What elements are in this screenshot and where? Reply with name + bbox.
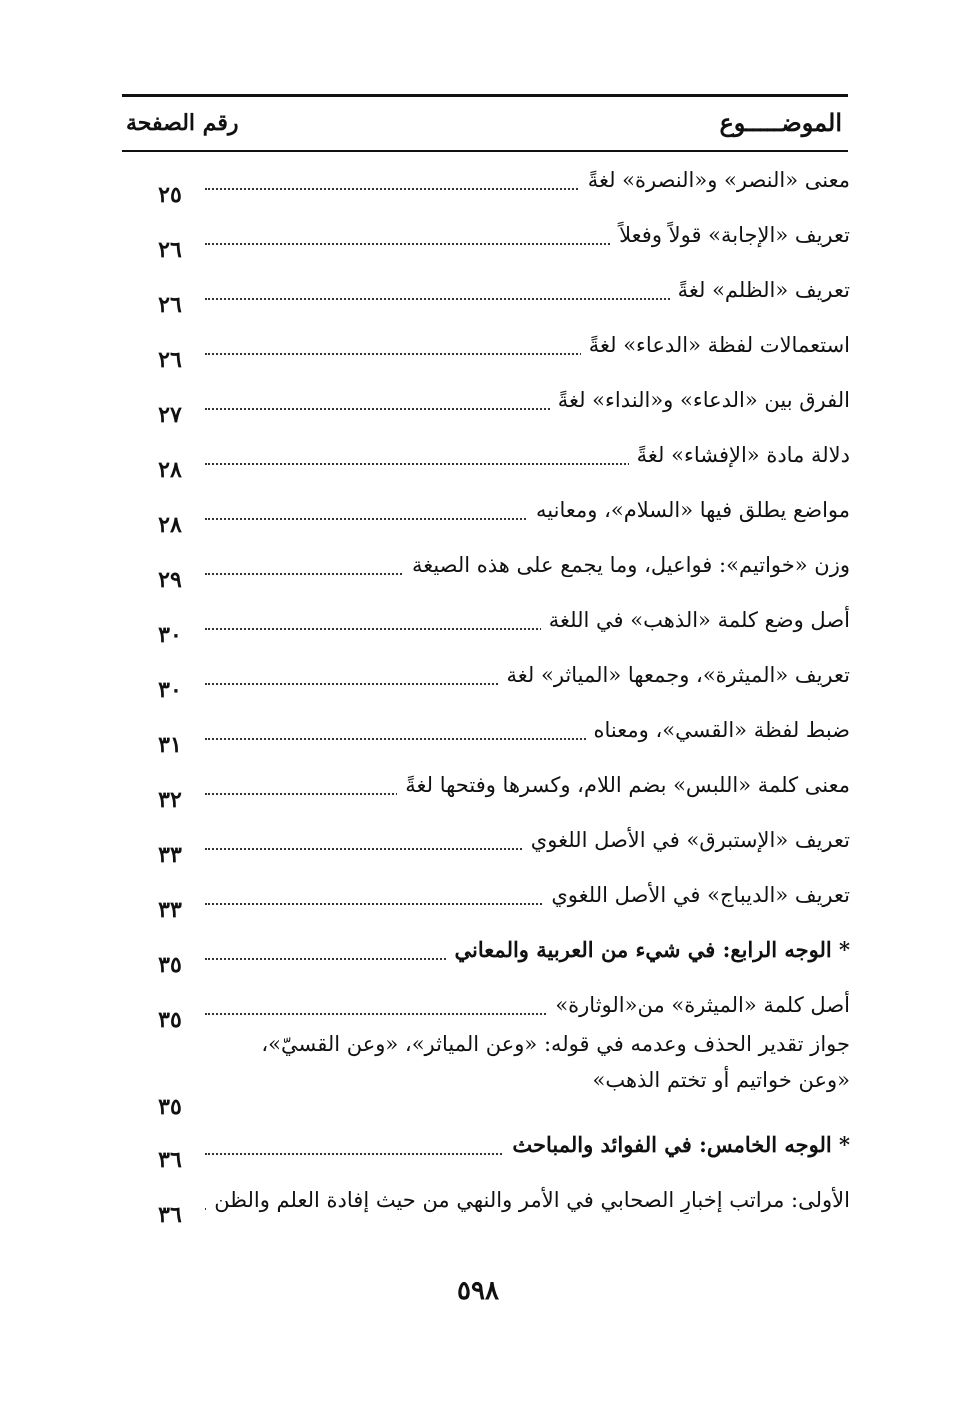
toc-entry — [130, 824, 850, 868]
toc-entry-title — [205, 551, 850, 579]
toc-entry-title — [205, 1026, 850, 1098]
toc-entry-page: ٣٥ — [158, 952, 182, 978]
toc-entry-text: استعمالات لفظة «الدعاء» لغةً — [581, 333, 850, 357]
toc-entry-text: دلالة مادة «الإفشاء» لغةً — [629, 443, 850, 467]
toc-entry-title — [205, 661, 850, 689]
toc-entry — [130, 329, 850, 373]
toc-entry-title — [205, 166, 850, 194]
toc-entry-page: ٣٦ — [158, 1202, 182, 1228]
toc-entry-text: ضبط لفظة «القسي»، ومعناه — [586, 718, 850, 742]
toc-entry-title — [205, 1131, 850, 1159]
toc-entry-page: ٢٧ — [158, 402, 182, 428]
toc-entry — [130, 769, 850, 813]
toc-entry — [130, 384, 850, 428]
top-rule — [122, 94, 848, 97]
topic-column-header: الموضـــــوع — [719, 108, 842, 137]
toc-entry-text: تعريف «الميثرة»، وجمعها «المياثر» لغة — [499, 663, 850, 687]
toc-entry-text: تعريف «الإستبرق» في الأصل اللغوي — [523, 828, 850, 852]
toc-entry-page: ٢٨ — [158, 457, 182, 483]
toc-entry-title — [205, 331, 850, 359]
toc-entry-text: مواضع يطلق فيها «السلام»، ومعانيه — [528, 498, 850, 522]
page-column-header: رقم الصفحة — [126, 110, 239, 136]
toc-entry-page: ٣٠ — [158, 677, 182, 703]
toc-entry-text: الأولى: مراتب إخبارِ الصحابي في الأمر والنهي من حيث إفادة العلم والظن — [206, 1188, 850, 1212]
toc-entry-page: ٣٢ — [158, 787, 182, 813]
toc-entry-title — [205, 221, 850, 249]
toc-entry — [130, 164, 850, 208]
toc-entry-text: الفرق بين «الدعاء» و«النداء» لغةً — [550, 388, 850, 412]
toc-entry — [130, 1129, 850, 1173]
toc-entry-page: ٢٥ — [158, 182, 182, 208]
toc-entry-title — [205, 386, 850, 414]
toc-entry-title — [205, 881, 850, 909]
toc-entry-page: ٣٥ — [158, 1094, 182, 1120]
toc-entry-title — [205, 826, 850, 854]
toc-entry-text: أصل وضع كلمة «الذهب» في اللغة — [541, 608, 850, 632]
toc-entry — [130, 989, 850, 1033]
toc-entry-page: ٣٦ — [158, 1147, 182, 1173]
toc-entry-text: معنى كلمة «اللبس» بضم اللام، وكسرها وفتحها لغةً — [397, 773, 850, 797]
toc-entry-page: ٣١ — [158, 732, 182, 758]
toc-entry — [130, 1184, 850, 1228]
toc-entry-page: ٢٩ — [158, 567, 182, 593]
toc-entry-text: * الوجه الرابع: في شيء من العربية والمعاني — [447, 937, 850, 962]
toc-entry-text: * الوجه الخامس: في الفوائد والمباحث — [504, 1132, 850, 1157]
toc-entry-page: ٣٥ — [158, 1007, 182, 1033]
toc-entry-text: أصل كلمة «الميثرة» من«الوثارة» — [547, 993, 850, 1017]
toc-entry-title — [205, 1186, 850, 1214]
toc-entry-page: ٣٣ — [158, 842, 182, 868]
toc-entry — [130, 934, 850, 978]
toc-entry — [130, 219, 850, 263]
toc-entry-page: ٣٠ — [158, 622, 182, 648]
toc-entry-title — [205, 606, 850, 634]
toc-entry — [130, 274, 850, 318]
toc-entry-text: وزن «خواتيم»: فواعيل، وما يجمع على هذه الصيغة — [404, 553, 850, 577]
toc-entry-page: ٢٦ — [158, 292, 182, 318]
header-rule — [122, 150, 848, 152]
toc-entry — [130, 604, 850, 648]
toc-entry-title — [205, 771, 850, 799]
toc-entry-page: ٢٦ — [158, 237, 182, 263]
table-header — [122, 104, 848, 144]
toc-entry-page: ٣٣ — [158, 897, 182, 923]
toc-entry — [130, 549, 850, 593]
toc-entry-text: تعريف «الديباج» في الأصل اللغوي — [543, 883, 850, 907]
page-number: ٥٩٨ — [457, 1276, 499, 1306]
toc-entry — [130, 494, 850, 538]
toc-entry — [130, 1024, 850, 1120]
toc-entry — [130, 439, 850, 483]
toc-entry-title — [205, 991, 850, 1019]
toc-entry-page: ٢٨ — [158, 512, 182, 538]
toc-entry-text: تعريف «الظلم» لغةً — [670, 278, 850, 302]
toc-entry — [130, 879, 850, 923]
toc-entry-title — [205, 716, 850, 744]
toc-entry — [130, 714, 850, 758]
toc-entry — [130, 659, 850, 703]
toc-entry-text: تعريف «الإجابة» قولاً وفعلاً — [611, 223, 850, 247]
toc-entry-title — [205, 276, 850, 304]
toc-entry-text: معنى «النصر» و«النصرة» لغةً — [580, 168, 850, 192]
toc-entry-title — [205, 496, 850, 524]
toc-entry-title — [205, 441, 850, 469]
toc-entry-text: جواز تقدير الحذف وعدمه في قوله: «وعن المياثر»، «وعن القسيّ»، «وعن خواتيم أو تختم الذهب» — [261, 1032, 850, 1092]
toc-entry-title — [205, 936, 850, 964]
toc-entry-page: ٢٦ — [158, 347, 182, 373]
